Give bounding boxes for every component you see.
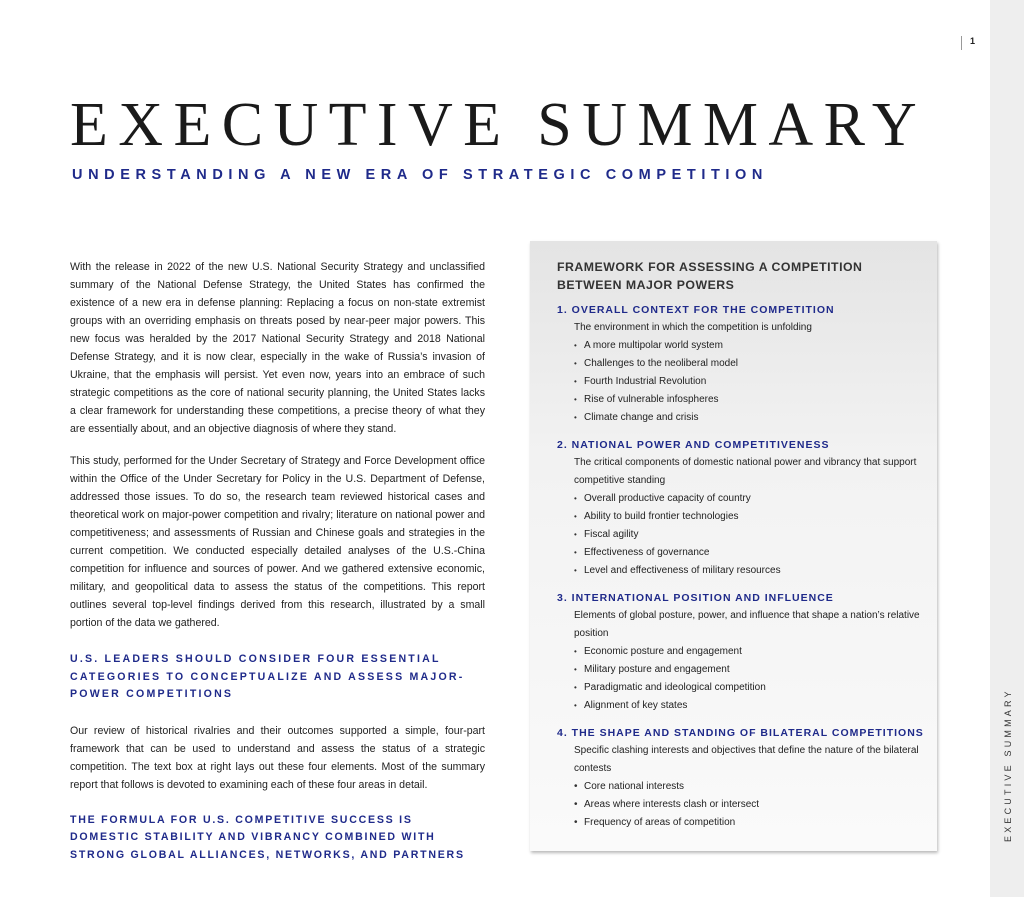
page-subtitle: UNDERSTANDING A NEW ERA OF STRATEGIC COMPETITION [72,167,769,183]
framework-section-heading: 1. OVERALL CONTEXT FOR THE COMPETITION [557,304,835,316]
body-paragraph-2: This study, performed for the Under Secretary of Strategy and Force Development office within the Office of the Under Secretary for Policy in the U.S. Department of Defense, addressed those issues. To do so, the research team reviewed historical cases and theoretical work on major-power competition and rivalry; literature on national power and competitiveness; and assessments of Russian and Chinese goals and strategies in the current competition. We conducted especially detailed analyses of the U.S.-China competition for influence and sources of power. And we gathered extensive economic, military, and geopolitical data to assess the status of the competitions. This report outlines several top-level findings derived from this research, illustrated by a small portion of the data we gathered. [70,455,485,629]
list-item: • Frequency of areas of competition [574,814,922,832]
list-item: • Fourth Industrial Revolution [574,373,922,391]
list-item: • A more multipolar world system [574,337,922,355]
page-title: EXECUTIVE SUMMARY [70,91,928,159]
framework-section-4 [557,724,922,832]
framework-section-list [557,643,922,715]
list-item: • Paradigmatic and ideological competition [574,679,922,697]
list-item: • Economic posture and engagement [574,643,922,661]
framework-section-2 [557,436,922,580]
section-heading-formula: THE FORMULA FOR U.S. COMPETITIVE SUCCESS IS DOMESTIC STABILITY AND VIBRANCY COMBINED WITH STRONG GLOBAL ALLIANCES, NETWORKS, AND PARTNERS [70,813,465,861]
list-item: • Ability to build frontier technologies [574,508,922,526]
framework-section-list [557,490,922,580]
framework-section-heading: 2. NATIONAL POWER AND COMPETITIVENESS [557,439,830,451]
list-item: • Level and effectiveness of military resources [574,562,922,580]
framework-section-list [557,778,922,832]
list-item: • Challenges to the neoliberal model [574,355,922,373]
list-item: • Alignment of key states [574,697,922,715]
list-item: • Fiscal agility [574,526,922,544]
list-item: • Rise of vulnerable infospheres [574,391,922,409]
body-paragraph-3: Our review of historical rivalries and their outcomes supported a simple, four-part framework that can be used to understand and assess the status of a strategic competition. The text box at right lays out these four elements. Most of the summary report that follows is devoted to examining each of these four areas in detail. [70,724,485,791]
framework-section-3 [557,589,922,715]
framework-section-desc: The environment in which the competition is unfolding [574,322,812,333]
framework-section-desc: Specific clashing interests and objectives that define the nature of the bilateral contests [574,745,919,774]
framework-textbox [530,241,937,851]
framework-section-heading: 4. THE SHAPE AND STANDING OF BILATERAL COMPETITIONS [557,727,924,739]
framework-section-desc: The critical components of domestic national power and vibrancy that support competitive standing [574,457,917,486]
framework-title: FRAMEWORK FOR ASSESSING A COMPETITION BETWEEN MAJOR POWERS [557,260,863,292]
page-number: 1 [970,36,976,46]
section-heading-categories: U.S. LEADERS SHOULD CONSIDER FOUR ESSENTIAL CATEGORIES TO CONCEPTUALIZE AND ASSESS MAJOR-POWER COMPETITIONS [70,653,465,700]
list-item: • Climate change and crisis [574,409,922,427]
framework-section-1 [557,301,922,427]
list-item: • Overall productive capacity of country [574,490,922,508]
side-section-label: EXECUTIVE SUMMARY [1003,688,1013,842]
body-paragraph-1: With the release in 2022 of the new U.S. National Security Strategy and unclassified summary of the National Defense Strategy, the United States has confirmed the existence of a new era in defense planning: Replacing a focus on non-state extremist groups with an overriding emphasis on threats posed by near-peer major powers. This new focus was heralded by the 2017 National Security Strategy and 2018 National Defense Strategy, and it is now clear, especially in the wake of Russia’s invasion of Ukraine, that the emphasis will persist. Yet even now, years into an embrace of such strategic competitions as the core of national security planning, the United States lacks a clear framework for understanding these competitions, a precise theory of what they are essentially about, and an objective diagnosis of where they stand. [70,261,485,435]
list-item: • Military posture and engagement [574,661,922,679]
list-item: • Areas where interests clash or intersect [574,796,922,814]
framework-section-heading: 3. INTERNATIONAL POSITION AND INFLUENCE [557,592,834,604]
framework-section-desc: Elements of global posture, power, and influence that shape a nation’s relative position [574,610,920,639]
body-column [70,258,485,864]
page-number-rule [961,36,962,50]
list-item: • Effectiveness of governance [574,544,922,562]
framework-section-list [557,337,922,427]
list-item: • Core national interests [574,778,922,796]
